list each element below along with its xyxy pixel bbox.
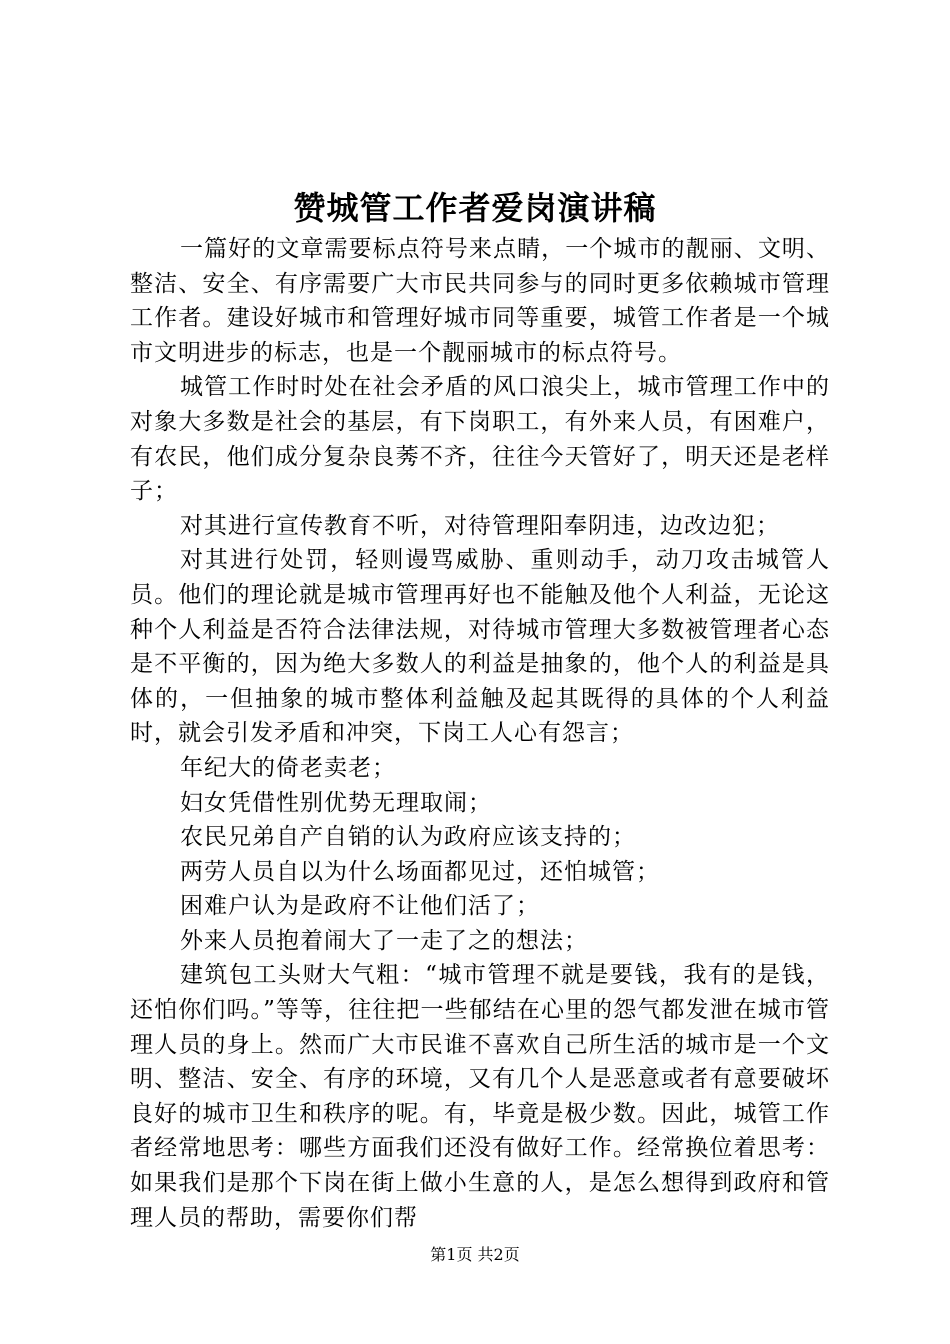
- paragraph: 城管工作时时处在社会矛盾的风口浪尖上，城市管理工作中的对象大多数是社会的基层，有下岗职工，有外来人员，有困难户，有农民，他们成分复杂良莠不齐，往往今天管好了，明天还是老样子；: [130, 374, 830, 505]
- document-body: [130, 232, 830, 1235]
- paragraph: 农民兄弟自产自销的认为政府应该支持的；: [180, 824, 636, 851]
- document-title: 赞城管工作者爱岗演讲稿: [293, 189, 657, 227]
- paragraph: 建筑包工头财大气粗：“城市管理不就是要钱，我有的是钱，还怕你们吗。”等等，往往把一些郁结在心里的怨气都发泄在城市管理人员的身上。然而广大市民谁不喜欢自己所生活的城市是一个文明、整洁、安全、有序的环境，又有几个人是恶意或者有意要破坏良好的城市卫生和秩序的呢。有，毕竟是极少数。因此，城管工作者经常地思考：哪些方面我们还没有做好工作。经常换位着思考：如果我们是那个下岗在街上做小生意的人，是怎么想得到政府和管理人员的帮助，需要你们帮: [130, 962, 830, 1231]
- page-number-footer: 第1页 共2页: [430, 1245, 520, 1264]
- paragraph: 年纪大的倚老卖老；: [180, 754, 396, 781]
- paragraph: 两劳人员自以为什么场面都见过，还怕城管；: [180, 858, 660, 885]
- paragraph: 外来人员抱着闹大了一走了之的想法；: [180, 927, 588, 954]
- paragraph: 对其进行宣传教育不听，对待管理阳奉阴违，边改边犯；: [180, 512, 780, 539]
- paragraph: 对其进行处罚，轻则谩骂威胁、重则动手，动刀攻击城管人员。他们的理论就是城市管理再好也不能触及他个人利益，无论这种个人利益是否符合法律法规，对待城市管理大多数被管理者心态是不平衡的，因为绝大多数人的利益是抽象的，他个人的利益是具体的，一但抽象的城市整体利益触及起其既得的具体的个人利益时，就会引发矛盾和冲突，下岗工人心有怨言；: [130, 547, 830, 747]
- paragraph: 一篇好的文章需要标点符号来点睛，一个城市的靓丽、文明、整洁、安全、有序需要广大市民共同参与的同时更多依赖城市管理工作者。建设好城市和管理好城市同等重要，城管工作者是一个城市文明进步的标志，也是一个靓丽城市的标点符号。: [130, 236, 830, 366]
- paragraph: 困难户认为是政府不让他们活了；: [180, 893, 540, 920]
- paragraph: 妇女凭借性别优势无理取闹；: [180, 789, 492, 816]
